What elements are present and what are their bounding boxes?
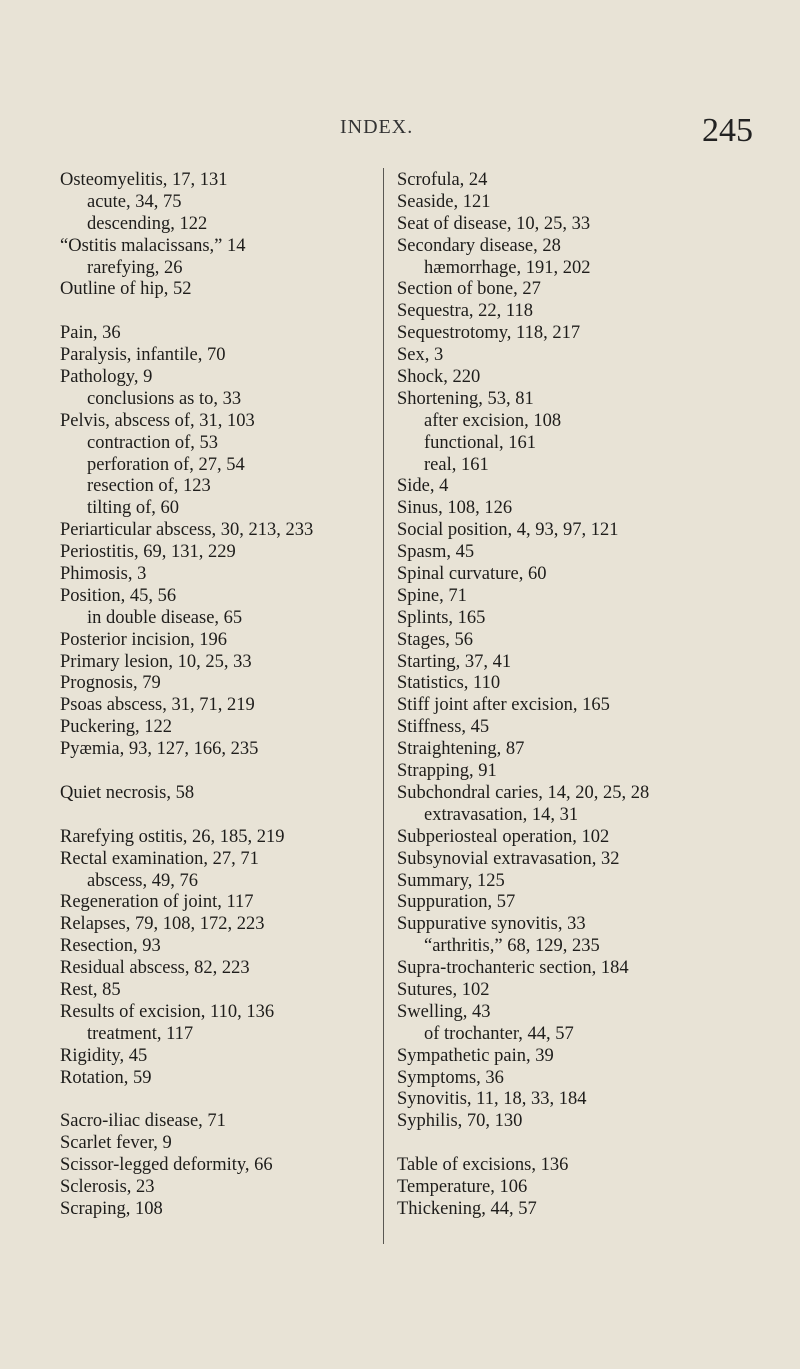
index-subentry: hæmorrhage, 191, 202	[424, 257, 591, 278]
index-entry: Suppurative synovitis, 33	[397, 914, 586, 935]
index-subentry: treatment, 117	[87, 1023, 194, 1044]
index-entry: Puckering, 122	[60, 717, 173, 738]
index-entry: Shortening, 53, 81	[397, 388, 534, 409]
index-entry: Temperature, 106	[397, 1176, 528, 1197]
index-entry: Subperiosteal operation, 102	[397, 826, 610, 847]
index-entry: Scarlet fever, 9	[60, 1133, 172, 1154]
letter-group-spacer	[60, 1089, 313, 1111]
index-entry: Pain, 36	[60, 323, 121, 344]
index-entry: Rarefying ostitis, 26, 185, 219	[60, 826, 285, 847]
index-entry: Pelvis, abscess of, 31, 103	[60, 410, 255, 431]
index-entry: Secondary disease, 28	[397, 235, 561, 256]
index-subentry: conclusions as to, 33	[87, 388, 242, 409]
index-subentry: acute, 34, 75	[87, 191, 182, 212]
index-entry: Starting, 37, 41	[397, 651, 512, 672]
index-subentry: real, 161	[424, 454, 489, 475]
index-subentry: in double disease, 65	[87, 607, 243, 628]
index-subentry: extravasation, 14, 31	[424, 804, 579, 825]
index-subentry: after excision, 108	[424, 410, 562, 431]
index-column-left	[60, 170, 313, 1221]
index-entry: Pathology, 9	[60, 367, 153, 388]
letter-group-spacer	[60, 301, 313, 323]
index-entry: Section of bone, 27	[397, 279, 541, 300]
index-subentry: perforation of, 27, 54	[87, 454, 245, 475]
index-entry: Regeneration of joint, 117	[60, 892, 254, 913]
index-entry: Psoas abscess, 31, 71, 219	[60, 695, 255, 716]
index-entry: Stages, 56	[397, 629, 474, 650]
index-subentry: tilting of, 60	[87, 498, 179, 519]
index-entry: Thickening, 44, 57	[397, 1198, 537, 1219]
index-entry: Scraping, 108	[60, 1198, 163, 1219]
index-entry: Social position, 4, 93, 97, 121	[397, 520, 619, 541]
index-entry: Quiet necrosis, 58	[60, 782, 195, 803]
index-entry: Stiff joint after excision, 165	[397, 695, 610, 716]
index-entry: Periarticular abscess, 30, 213, 233	[60, 520, 314, 541]
index-entry: Sinus, 108, 126	[397, 498, 513, 519]
index-entry: “Ostitis malacissans,” 14	[60, 235, 246, 256]
index-entry: Outline of hip, 52	[60, 279, 192, 300]
index-entry: Resection, 93	[60, 936, 161, 957]
index-entry: Syphilis, 70, 130	[397, 1111, 523, 1132]
index-subentry: functional, 161	[424, 432, 537, 453]
index-entry: Supra-trochanteric section, 184	[397, 958, 629, 979]
index-entry: Swelling, 43	[397, 1001, 491, 1022]
index-entry: Scissor-legged deformity, 66	[60, 1155, 273, 1176]
index-entry: Sex, 3	[397, 345, 444, 366]
index-entry: Scrofula, 24	[397, 170, 488, 190]
index-title: INDEX.	[340, 116, 414, 138]
index-entry: Phimosis, 3	[60, 564, 147, 585]
index-column-right	[397, 170, 649, 1221]
index-entry: Osteomyelitis, 17, 131	[60, 170, 228, 190]
index-entry: Sutures, 102	[397, 979, 490, 1000]
index-entry: Rigidity, 45	[60, 1045, 148, 1066]
index-entry: Posterior incision, 196	[60, 629, 228, 650]
page-number: 245	[702, 112, 753, 149]
index-subentry: contraction of, 53	[87, 432, 218, 453]
index-entry: Rectal examination, 27, 71	[60, 848, 259, 869]
index-entry: Table of excisions, 136	[397, 1155, 569, 1176]
index-entry: Sympathetic pain, 39	[397, 1045, 554, 1066]
index-entry: Prognosis, 79	[60, 673, 161, 694]
index-entry: Relapses, 79, 108, 172, 223	[60, 914, 265, 935]
index-entry: Periostitis, 69, 131, 229	[60, 542, 236, 563]
page-header	[0, 112, 800, 152]
index-entry: Pyæmia, 93, 127, 166, 235	[60, 739, 259, 760]
letter-group-spacer	[60, 805, 313, 827]
letter-group-spacer	[60, 761, 313, 783]
index-subentry: descending, 122	[87, 213, 208, 234]
index-entry: Straightening, 87	[397, 739, 525, 760]
index-entry: Rotation, 59	[60, 1067, 152, 1088]
index-entry: Subchondral caries, 14, 20, 25, 28	[397, 782, 650, 803]
index-entry: Summary, 125	[397, 870, 505, 891]
index-entry: Rest, 85	[60, 979, 121, 1000]
index-entry: Shock, 220	[397, 367, 481, 388]
letter-group-spacer	[397, 1133, 649, 1155]
index-subentry: abscess, 49, 76	[87, 870, 198, 891]
index-subentry: rarefying, 26	[87, 257, 183, 278]
index-entry: Sacro-iliac disease, 71	[60, 1111, 226, 1132]
index-entry: Statistics, 110	[397, 673, 501, 694]
column-divider	[383, 168, 384, 1244]
index-entry: Residual abscess, 82, 223	[60, 958, 250, 979]
index-entry: Results of excision, 110, 136	[60, 1001, 275, 1022]
index-entry: Position, 45, 56	[60, 585, 177, 606]
index-entry: Strapping, 91	[397, 761, 497, 782]
index-entry: Sequestrotomy, 118, 217	[397, 323, 581, 344]
index-entry: Seat of disease, 10, 25, 33	[397, 213, 591, 234]
index-entry: Seaside, 121	[397, 191, 491, 212]
index-entry: Stiffness, 45	[397, 717, 490, 738]
index-entry: Spinal curvature, 60	[397, 564, 547, 585]
index-entry: Spine, 71	[397, 585, 467, 606]
index-entry: Sclerosis, 23	[60, 1176, 155, 1197]
index-entry: Splints, 165	[397, 607, 486, 628]
index-entry: Primary lesion, 10, 25, 33	[60, 651, 252, 672]
index-entry: Symptoms, 36	[397, 1067, 504, 1088]
index-entry: Synovitis, 11, 18, 33, 184	[397, 1089, 587, 1110]
index-entry: Subsynovial extravasation, 32	[397, 848, 620, 869]
index-subentry: resection of, 123	[87, 476, 211, 497]
index-entry: Side, 4	[397, 476, 449, 497]
index-entry: Paralysis, infantile, 70	[60, 345, 226, 366]
index-subentry: “arthritis,” 68, 129, 235	[424, 936, 600, 957]
index-entry: Sequestra, 22, 118	[397, 301, 533, 322]
index-entry: Suppuration, 57	[397, 892, 516, 913]
index-entry: Spasm, 45	[397, 542, 475, 563]
index-subentry: of trochanter, 44, 57	[424, 1023, 574, 1044]
